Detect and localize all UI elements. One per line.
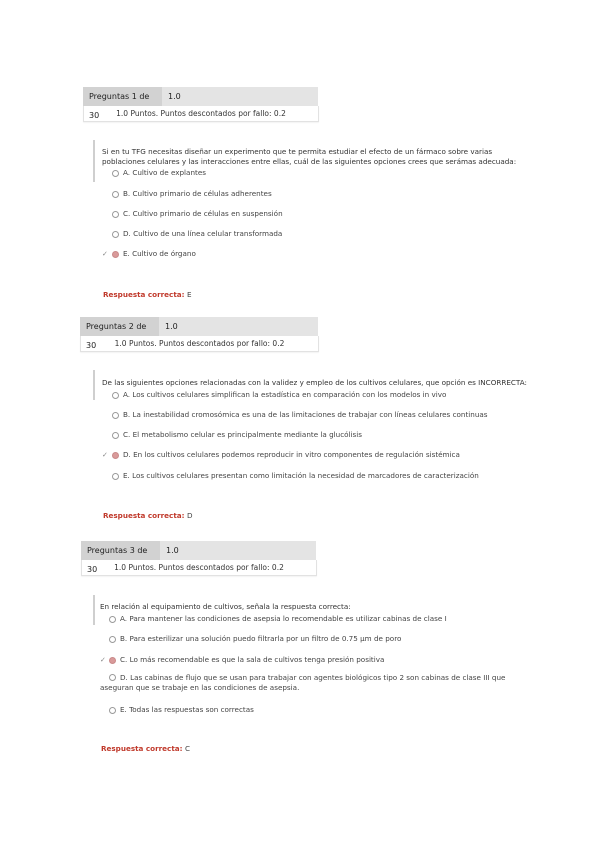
question-number: Preguntas 3 de 30 — [81, 541, 160, 560]
check-icon: ✓ — [102, 250, 108, 258]
option-c[interactable]: C. Cultivo primario de células en suspensión — [112, 209, 283, 219]
question-accent-bar — [93, 595, 95, 625]
radio-icon[interactable] — [112, 473, 119, 480]
option-a[interactable]: A. Los cultivos celulares simplifican la estadística en comparación con los modelos in vivo — [112, 390, 446, 400]
option-b[interactable]: B. La inestabilidad cromosómica es una de las limitaciones de trabajar con líneas celulares continuas — [112, 410, 488, 420]
correct-answer: Respuesta correcta: D — [103, 511, 193, 520]
question-accent-bar — [93, 140, 95, 182]
points-info: 1.0 Puntos. Puntos descontados por fallo: 0.2 — [80, 336, 319, 352]
points-info: 1.0 Puntos. Puntos descontados por fallo: 0.2 — [83, 106, 319, 122]
radio-selected-icon[interactable] — [112, 251, 119, 258]
radio-icon[interactable] — [109, 707, 116, 714]
radio-icon[interactable] — [109, 674, 116, 681]
option-d[interactable]: D. En los cultivos celulares podemos reproducir in vitro componentes de regulación sistémica — [112, 450, 460, 460]
question-text: En relación al equipamiento de cultivos, señala la respuesta correcta: — [100, 602, 351, 611]
option-a[interactable]: A. Para mantener las condiciones de asepsia lo recomendable es utilizar cabinas de clase I — [109, 614, 447, 624]
radio-icon[interactable] — [112, 432, 119, 439]
radio-icon[interactable] — [112, 211, 119, 218]
option-b[interactable]: B. Para esterilizar una solución puedo filtrarla por un filtro de 0.75 μm de poro — [109, 634, 401, 644]
radio-icon[interactable] — [112, 231, 119, 238]
correct-answer: Respuesta correcta: E — [103, 290, 192, 299]
option-a[interactable]: A. Cultivo de explantes — [112, 168, 206, 178]
radio-selected-icon[interactable] — [109, 657, 116, 664]
radio-icon[interactable] — [112, 412, 119, 419]
radio-icon[interactable] — [112, 170, 119, 177]
radio-icon[interactable] — [109, 636, 116, 643]
question-number: Preguntas 1 de 30 — [83, 87, 162, 106]
option-e[interactable]: E. Los cultivos celulares presentan como limitación la necesidad de marcadores de caracterización — [112, 471, 479, 481]
points-info: 1.0 Puntos. Puntos descontados por fallo: 0.2 — [81, 560, 317, 576]
question-score: 1.0 — [159, 317, 318, 336]
question-text: Si en tu TFG necesitas diseñar un experimento que te permita estudiar el efecto de un fármaco sobre varias poblaciones celulares y las interacciones entre ellas, cuál de las siguientes opciones crees que serámas adecuada: — [102, 147, 517, 166]
option-d[interactable]: D. Las cabinas de flujo que se usan para trabajar con agentes biológicos tipo 2 son cabinas de clase III que aseguran que se trabaje en las condiciones de asepsia. — [100, 673, 506, 692]
question-accent-bar — [93, 370, 95, 400]
correct-answer: Respuesta correcta: C — [101, 744, 191, 753]
option-e[interactable]: E. Todas las respuestas son correctas — [109, 705, 254, 715]
question-number: Preguntas 2 de 30 — [80, 317, 159, 336]
radio-icon[interactable] — [109, 616, 116, 623]
radio-icon[interactable] — [112, 392, 119, 399]
option-e[interactable]: E. Cultivo de órgano — [112, 249, 196, 259]
question-score: 1.0 — [162, 87, 318, 106]
check-icon: ✓ — [102, 451, 108, 459]
radio-selected-icon[interactable] — [112, 452, 119, 459]
option-b[interactable]: B. Cultivo primario de células adherentes — [112, 189, 272, 199]
check-icon: ✓ — [100, 656, 106, 664]
option-c[interactable]: C. Lo más recomendable es que la sala de cultivos tenga presión positiva — [109, 655, 384, 665]
option-d[interactable]: D. Cultivo de una línea celular transformada — [112, 229, 282, 239]
radio-icon[interactable] — [112, 191, 119, 198]
question-text: De las siguientes opciones relacionadas con la validez y empleo de los cultivos celulares, que opción es INCORRECTA: — [102, 378, 527, 387]
option-c[interactable]: C. El metabolismo celular es principalmente mediante la glucólisis — [112, 430, 362, 440]
question-score: 1.0 — [160, 541, 316, 560]
